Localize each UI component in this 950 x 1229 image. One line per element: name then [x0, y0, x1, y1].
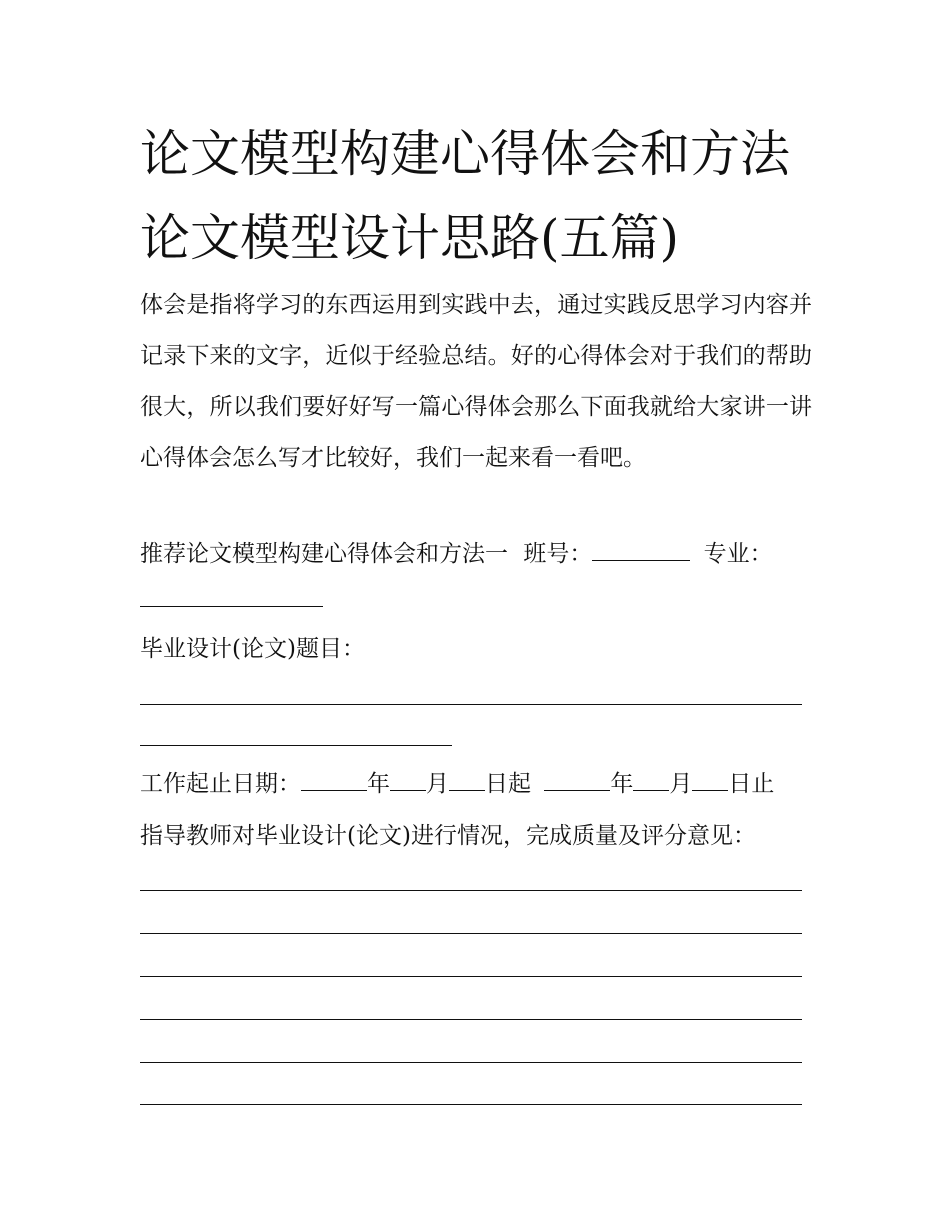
advisor-comment-blank-1[interactable]	[140, 890, 802, 891]
start-month-label: 月	[426, 771, 449, 797]
start-year-label: 年	[367, 771, 390, 797]
work-dates-label: 工作起止日期：	[140, 771, 301, 797]
title-line-2: 论文模型设计思路(五篇)	[140, 209, 680, 267]
class-label: 班号：	[523, 541, 593, 567]
advisor-comment-line	[140, 820, 756, 852]
thesis-title-blank-1[interactable]	[140, 704, 802, 705]
document-title	[140, 112, 820, 280]
advisor-comment-blank-4[interactable]	[140, 1019, 802, 1020]
end-day-label: 日止	[728, 771, 775, 797]
thesis-title-blank-2[interactable]	[140, 745, 452, 746]
advisor-comment-blank-6[interactable]	[140, 1104, 802, 1105]
title-line-1: 论文模型构建心得体会和方法	[140, 125, 790, 183]
class-major-line	[140, 538, 773, 570]
advisor-comment-label: 指导教师对毕业设计(论文)进行情况，完成质量及评分意见：	[140, 823, 756, 849]
end-month-label: 月	[669, 771, 693, 797]
advisor-comment-blank-5[interactable]	[140, 1062, 802, 1063]
class-blank[interactable]	[592, 538, 690, 561]
end-year-label: 年	[610, 771, 634, 797]
start-month-blank[interactable]	[390, 768, 426, 791]
advisor-comment-blank-2[interactable]	[140, 933, 802, 934]
start-day-label: 日起	[485, 771, 531, 797]
end-year-blank[interactable]	[544, 768, 610, 791]
end-day-blank[interactable]	[692, 768, 728, 791]
start-day-blank[interactable]	[449, 768, 485, 791]
thesis-title-line	[140, 633, 365, 665]
recommend-heading: 推荐论文模型构建心得体会和方法一	[140, 541, 508, 567]
end-month-blank[interactable]	[633, 768, 669, 791]
major-blank[interactable]	[140, 606, 323, 607]
work-dates-line	[140, 768, 774, 800]
advisor-comment-blank-3[interactable]	[140, 976, 802, 977]
intro-paragraph: 体会是指将学习的东西运用到实践中去，通过实践反思学习内容并记录下来的文字，近似于经验总结。好的心得体会对于我们的帮助很大，所以我们要好好写一篇心得体会那么下面我就给大家讲一讲心得体会怎么写才比较好，我们一起来看一看吧。	[140, 292, 812, 471]
major-label: 专业：	[703, 541, 773, 567]
start-year-blank[interactable]	[301, 768, 367, 791]
thesis-title-label: 毕业设计(论文)题目：	[140, 636, 365, 662]
